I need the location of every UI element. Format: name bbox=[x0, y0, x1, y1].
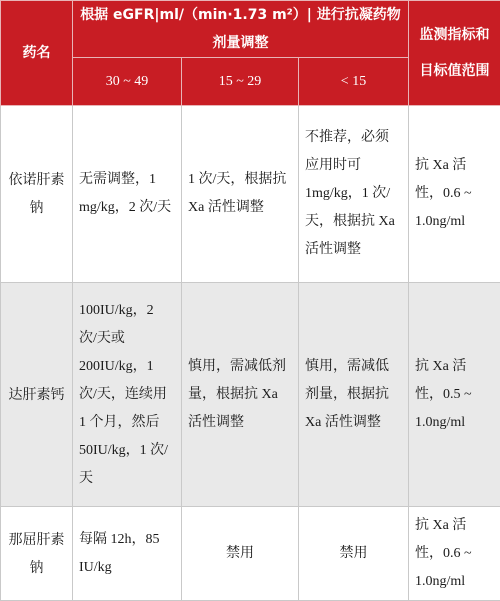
header-drug-name: 药名 bbox=[1, 1, 73, 106]
dose-cell-egfr-30-49: 每隔 12h，85 IU/kg bbox=[73, 507, 182, 601]
monitor-cell: 抗 Xa 活性，0.6 ~ 1.0ng/ml bbox=[409, 106, 500, 283]
dose-cell-egfr-15-29: 禁用 bbox=[182, 507, 299, 601]
dose-cell-egfr-15-29: 慎用，需减低剂量，根据抗 Xa 活性调整 bbox=[182, 283, 299, 507]
dose-cell-egfr-lt-15: 禁用 bbox=[299, 507, 409, 601]
header-egfr-lt-15: < 15 bbox=[299, 58, 409, 106]
table-row bbox=[1, 106, 500, 283]
dose-cell-egfr-lt-15: 慎用，需减低剂量，根据抗 Xa 活性调整 bbox=[299, 283, 409, 507]
header-egfr-15-29: 15 ~ 29 bbox=[182, 58, 299, 106]
header-monitor: 监测指标和目标值范围 bbox=[409, 1, 500, 106]
dose-cell-egfr-lt-15: 不推荐，必须应用时可 1mg/kg，1 次/天，根据抗 Xa 活性调整 bbox=[299, 106, 409, 283]
monitor-cell: 抗 Xa 活性，0.6 ~ 1.0ng/ml bbox=[409, 507, 500, 601]
table-row bbox=[1, 507, 500, 601]
header-egfr-group: 根据 eGFR|ml/（min·1.73 m²）| 进行抗凝药物剂量调整 bbox=[73, 1, 409, 58]
drug-name-cell: 依诺肝素钠 bbox=[1, 106, 73, 283]
monitor-cell: 抗 Xa 活性，0.5 ~ 1.0ng/ml bbox=[409, 283, 500, 507]
drug-name-cell: 达肝素钙 bbox=[1, 283, 73, 507]
drug-name-cell: 那屈肝素钠 bbox=[1, 507, 73, 601]
dose-cell-egfr-15-29: 1 次/天，根据抗 Xa 活性调整 bbox=[182, 106, 299, 283]
dose-cell-egfr-30-49: 100IU/kg，2 次/天或 200IU/kg，1 次/天，连续用 1 个月，然后 50IU/kg，1 次/天 bbox=[73, 283, 182, 507]
table-row bbox=[1, 283, 500, 507]
dose-cell-egfr-30-49: 无需调整，1 mg/kg，2 次/天 bbox=[73, 106, 182, 283]
header-egfr-30-49: 30 ~ 49 bbox=[73, 58, 182, 106]
